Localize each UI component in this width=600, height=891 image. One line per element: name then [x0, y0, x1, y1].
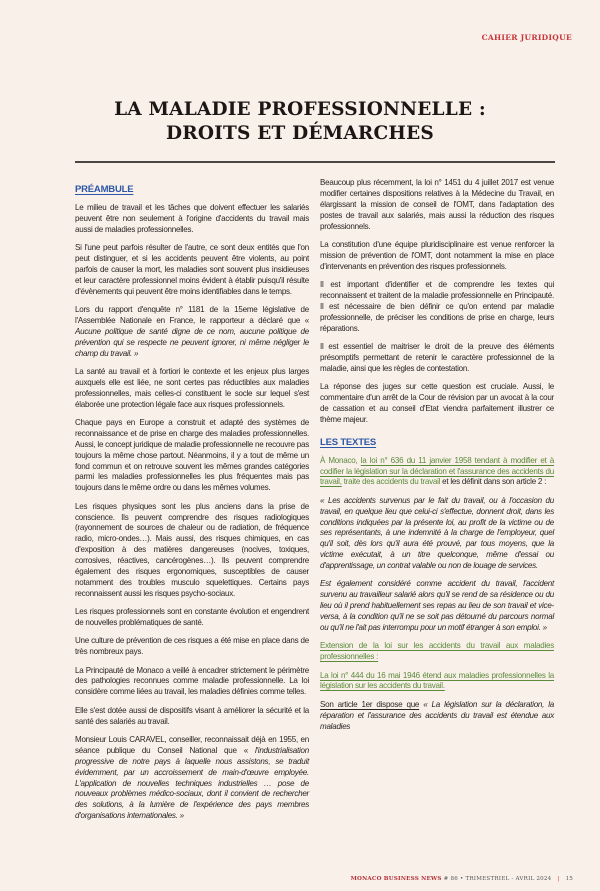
paragraph-text: À Monaco,: [320, 455, 361, 465]
heading-les-textes: LES TEXTES: [320, 436, 377, 448]
extension-link[interactable]: Extension de la loi sur les accidents du travail aux maladies professionnelles :: [320, 641, 554, 662]
loi-636-link[interactable]: la loi n° 636 du 11 janvier 1958 tendant à modifier et à codifier la législation sur la déclaration et l'assurance des accidents du travail,: [320, 455, 554, 487]
quote-paragraph: « Les accidents survenus par le fait du travail, ou à l'occasion du travail, en quelque lieu que celui-ci s'effectue, donnent droit, dans les conditions indiquées par la présente loi, au profit de la victime ou de ses représentants, à une indemnité à la charge de l'employeur, quel qu'il soit, dès lors qu'il aura été prouvé, par tous moyens, que la victime exécutait, à un titre quelconque, même d'essai ou d'apprentissage, un contrat valable ou non de louage de services.: [320, 495, 554, 571]
paragraph-text: Lors du rapport d'enquête n° 1181 de la 15eme législative de l'Assemblée Nationale en France, le rapporteur a déclaré que «: [75, 304, 309, 325]
page-footer: [351, 876, 573, 882]
heading-preambule: PRÉAMBULE: [75, 184, 134, 195]
title-divider: [75, 161, 555, 163]
quote-paragraph: Est également considéré comme accident du travail, l'accident survenu au travailleur salarié alors qu'il se rend de sa résidence ou du lieu où il prend habituellement ses repas au lieu de son travail et vice-versa, à la condition qu'il ne se soit pas détourné du parcours normal ou qu'il ne l'ait pas interrompu pour un motif étranger à son emploi. »: [320, 579, 554, 633]
paragraph: Une culture de prévention de ces risques a été mise en place dans de très nombreux pays.: [75, 636, 309, 657]
paragraph: Elle s'est dotée aussi de dispositifs visant à améliorer la sécurité et la santé des salariés au travail.: [75, 705, 309, 726]
loi-444-link[interactable]: La loi n° 444 du 16 mai 1946 étend aux maladies professionnelles la législation sur les accidents du travail.: [320, 670, 554, 691]
paragraph: Il est important d'identifier et de comprendre les textes qui reconnaissent et traitent de la maladie professionnelle en Principauté. Il est nécessaire de bien définir ce qu'on entend par maladie professionnelle, de préciser les conditions de prise en charge, leurs réparations.: [320, 280, 554, 333]
paragraph: Si l'une peut parfois résulter de l'autre, ce sont deux entités que l'on peut distinguer, et si les accidents peuvent être violents, au point parfois de causer la mort, les maladies sont souvent plus insidieuses et leur caractère professionnel moins évident à établir puisqu'il résulte d'évènements qui peuvent être moins identifiables dans le temps.: [75, 243, 309, 296]
paragraph: [75, 305, 309, 360]
quote-text: Aucune politique de santé digne de ce nom, aucune politique de prévention qui se respecte ne peuvent ignorer, ni même négliger le champ du travail. »: [75, 326, 309, 358]
section-tag: CAHIER JURIDIQUE: [481, 33, 572, 42]
paragraph: La Principauté de Monaco a veillé à encadrer strictement le périmètre des pathologies reconnues comme maladie professionnelle. La loi considère comme liées au travail, les maladies définies comme telles.: [75, 665, 309, 697]
quote-text: « La législation sur la déclaration, la réparation et l'assurance des accidents du travail est étendue aux maladies: [320, 699, 554, 731]
paragraph: [75, 735, 309, 822]
paragraph: La constitution d'une équipe pluridisciplinaire est venue renforcer la mission de prévention de l'OMT, dont notamment la mise en place d'intervenants en prévention des risques professionnels.: [320, 239, 554, 271]
page-number: 15: [565, 876, 573, 882]
publication-name: MONACO BUSINESS NEWS: [350, 876, 442, 882]
footer-divider: |: [557, 876, 560, 882]
paragraph: Chaque pays en Europe a construit et adapté des systèmes de reconnaissance et de prise en charge des maladies professionnelles. Aussi, le concept juridique de maladie professionnelle ne recouvre pas toujours la même chose partout. Néanmoins, il y a tout de même un fond commun et on retrouve souvent les mêmes grandes catégories parmi les maladies professionnelles les plus fréquentes mais pas toujours dans le même ordre ou dans les mêmes volumes.: [75, 417, 309, 493]
paragraph-text: et les définit dans son article 2 :: [440, 477, 547, 487]
paragraph: Les risques physiques sont les plus anciens dans la prise de conscience. Ils peuvent comprendre des risques radiologiques (rayonnement de sources de chaleur ou de radiation, de fréquence radio, micro-ondes…). Mais aussi, des risques chimiques, en cas d'exposition à des matières dangereuses (nocives, toxiques, corrosives, réactives, cancérogènes…). Ils peuvent comprendre également des risques ergonomiques, susceptibles de causer notamment des troubles musculo squelettiques. Certains pays reconnaissent aussi les risques psycho-sociaux.: [75, 501, 309, 598]
title-line-2: DROITS ET DÉMARCHES: [166, 123, 434, 144]
paragraph: Beaucoup plus récemment, la loi n° 1451 du 4 juillet 2017 est venue modifier certaines dispositions relatives à la Médecine du Travail, en élargissant la mission de conseil de l'OMT, dans l'adaptation des postes de travail aux salariés, mais aussi la réduction des risques professionnels.: [320, 178, 554, 231]
title-line-1: LA MALADIE PROFESSIONNELLE :: [114, 99, 486, 120]
page-title: [60, 98, 540, 146]
issue-info: # 86 • TRIMESTRIEL - AVRIL 2024: [443, 876, 552, 882]
paragraph-text: traite des accidents du travail: [341, 477, 441, 487]
column-left: [75, 183, 309, 830]
paragraph: Les risques professionnels sont en constante évolution et engendrent de nouvelles problématiques de santé.: [75, 607, 309, 628]
paragraph-text: Monsieur Louis CARAVEL, conseiller, reconnaissait déjà en 1955, en séance publique du Conseil National que «: [75, 734, 309, 755]
paragraph: [320, 700, 554, 733]
paragraph: Le milieu de travail et les tâches que doivent effectuer les salariés peuvent être non seulement à l'origine d'accidents du travail mais aussi de maladies professionnelles.: [75, 202, 309, 234]
quote-text: l'industrialisation progressive de notre pays à laquelle nous assistons, se traduit évidemment, par un accroissement de main-d'œuvre employée. L'application de nouvelles techniques industrielles … pose de nouveaux problèmes médico-sociaux, dont il convient de rechercher des solutions, à la lumière de l'expérience des pays membres d'organisations internationales. »: [75, 745, 309, 821]
paragraph: [320, 456, 554, 489]
paragraph: Il est essentiel de maitriser le droit de la preuve des éléments présomptifs permettant de retenir le caractère professionnel de la maladie, ainsi que les règles de contestation.: [320, 341, 554, 373]
paragraph: La santé au travail et à fortiori le contexte et les enjeux plus larges auxquels elle est liée, ne sont certes pas réductibles aux maladies professionnelles, mais celles-ci constituent le socle sur lequel s'est élaborée une protection légale face aux risques professionnels.: [75, 366, 309, 409]
paragraph: La réponse des juges sur cette question est cruciale. Aussi, le commentaire d'un arrêt de la Cour de révision par un avocat à la cour de cassation et au conseil d'Etat viendra parfaitement illustrer ce thème majeur.: [320, 382, 554, 424]
column-right: [320, 178, 554, 740]
article-1-link[interactable]: Son article 1er dispose que: [320, 699, 420, 709]
